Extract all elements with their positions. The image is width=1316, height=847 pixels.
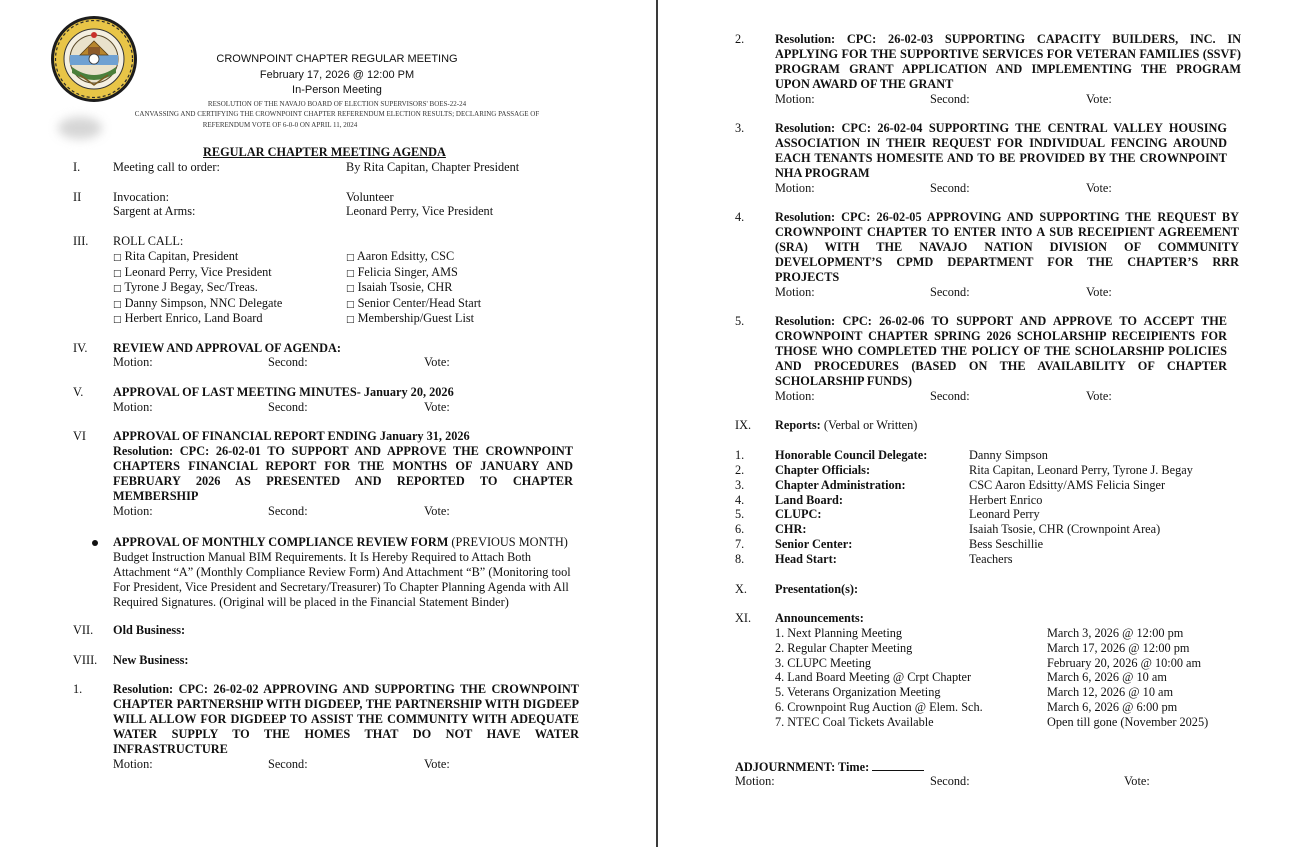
- second-label: Second:: [268, 400, 308, 414]
- item-number: 1.: [73, 682, 83, 696]
- report-value: Teachers: [969, 552, 1013, 566]
- report-value: Danny Simpson: [969, 448, 1048, 462]
- item-number: 2.: [735, 32, 745, 46]
- checkbox-icon: □: [113, 300, 122, 310]
- motion-label: Motion:: [735, 774, 775, 788]
- report-label: CLUPC:: [775, 507, 822, 521]
- report-label: Land Board:: [775, 493, 843, 507]
- invocation-label: Invocation:: [113, 190, 170, 204]
- roll-call-item: □ Aaron Edsitty, CSC: [346, 249, 455, 263]
- motion-label: Motion:: [113, 504, 153, 518]
- time-blank: [872, 759, 924, 771]
- roll-call-item: □ Isaiah Tsosie, CHR: [346, 280, 453, 294]
- report-label: Honorable Council Delegate:: [775, 448, 928, 462]
- announcement-date: March 3, 2026 @ 12:00 pm: [1047, 626, 1184, 640]
- bullet-icon: [92, 540, 98, 546]
- agenda-approval-heading: REVIEW AND APPROVAL OF AGENDA:: [113, 341, 341, 355]
- page-divider: [656, 0, 658, 847]
- checkbox-icon: □: [346, 284, 355, 294]
- checkbox-icon: □: [113, 315, 122, 325]
- vote-label: Vote:: [1086, 181, 1112, 195]
- second-label: Second:: [930, 92, 970, 106]
- report-label: Chapter Administration:: [775, 478, 906, 492]
- vote-label: Vote:: [1086, 285, 1112, 299]
- section-number: X.: [735, 582, 747, 596]
- resolution-scholarship: Resolution: CPC: 26-02-06 TO SUPPORT AND APPROVE TO ACCEPT THE CROWNPOINT CHAPTER SPRING 2026 SCHOLARSHIP RECEIPIENTS FOR THOSE WHO COMPLETED THE POLICY OF THE SCHOLARSHIP POLICIES AND PROCEDURES (BASED ON THE AVAILABILITY OF CHAPTER SCHOLARSHIP FUNDS): [775, 314, 1227, 388]
- section-number: V.: [73, 385, 84, 399]
- vote-label: Vote:: [1086, 92, 1112, 106]
- announcement-item: 6. Crownpoint Rug Auction @ Elem. Sch.: [775, 700, 983, 714]
- section-number: III.: [73, 234, 89, 248]
- announcement-item: 2. Regular Chapter Meeting: [775, 641, 913, 655]
- report-number: 4.: [735, 493, 745, 507]
- sargent-value: Leonard Perry, Vice President: [346, 204, 494, 218]
- report-number: 7.: [735, 537, 745, 551]
- announcement-date: March 17, 2026 @ 12:00 pm: [1047, 641, 1190, 655]
- referendum-resolution-line-1: RESOLUTION OF THE NAVAJO BOARD OF ELECTION SUPERVISORS' BOES-22-24: [207, 100, 467, 108]
- announcement-date: March 6, 2026 @ 6:00 pm: [1047, 700, 1178, 714]
- checkbox-icon: □: [113, 253, 122, 263]
- section-number: IV.: [73, 341, 88, 355]
- new-business-heading: New Business:: [113, 653, 189, 667]
- vote-label: Vote:: [424, 757, 450, 771]
- vote-label: Vote:: [1124, 774, 1150, 788]
- motion-label: Motion:: [113, 757, 153, 771]
- meeting-date: February 17, 2026 @ 12:00 PM: [259, 69, 415, 81]
- second-label: Second:: [930, 389, 970, 403]
- checkbox-icon: □: [346, 253, 355, 263]
- old-business-heading: Old Business:: [113, 623, 186, 637]
- resolution-ssvf: Resolution: CPC: 26-02-03 SUPPORTING CAPACITY BUILDERS, INC. IN APPLYING FOR THE SUPPORTIVE SERVICES FOR VETERAN FAMILIES (SSVF) PROGRAM GRANT APPLICATION AND IMPLEMENTING THE PROGRAM UPON AWARD OF THE GRANT: [775, 32, 1241, 91]
- roll-call-item: □ Danny Simpson, NNC Delegate: [113, 296, 283, 310]
- section-number: IX.: [735, 418, 752, 432]
- resolution-fencing: Resolution: CPC: 26-02-04 SUPPORTING THE CENTRAL VALLEY HOUSING ASSOCIATION IN THEIR REQUEST FOR INDIVIDUAL FENCING AROUND EACH TENANTS HOMESITE AND TO BE PROVIDED BY THE CROWNPOINT NHA PROGRAM: [775, 121, 1227, 180]
- report-value: Herbert Enrico: [969, 493, 1043, 507]
- financial-report-resolution: Resolution: CPC: 26-02-01 TO SUPPORT AND APPROVE THE CROWNPOINT CHAPTERS FINANCIAL REPORT FOR THE MONTHS OF JANUARY AND FEBRUARY 2026 AS PRESENTED AND REPORTED TO CHAPTER MEMBERSHIP: [113, 444, 573, 503]
- roll-call-item: □ Tyrone J Begay, Sec/Treas.: [113, 280, 258, 294]
- announcement-date: February 20, 2026 @ 10:00 am: [1047, 656, 1202, 670]
- roll-call-item: □ Leonard Perry, Vice President: [113, 265, 272, 279]
- item-number: 5.: [735, 314, 745, 328]
- announcement-item: 1. Next Planning Meeting: [775, 626, 903, 640]
- presentations-heading: Presentation(s):: [775, 582, 859, 596]
- document-page-left: [0, 0, 657, 847]
- report-value: Rita Capitan, Leonard Perry, Tyrone J. Begay: [969, 463, 1193, 477]
- second-label: Second:: [268, 757, 308, 771]
- announcement-item: 7. NTEC Coal Tickets Available: [775, 715, 934, 729]
- checkbox-icon: □: [346, 315, 355, 325]
- report-number: 2.: [735, 463, 745, 477]
- announcement-date: March 6, 2026 @ 10 am: [1047, 670, 1167, 684]
- document-page-right: [659, 0, 1316, 847]
- announcement-item: 3. CLUPC Meeting: [775, 656, 871, 670]
- checkbox-icon: □: [346, 300, 355, 310]
- meeting-title: CROWNPOINT CHAPTER REGULAR MEETING: [216, 53, 458, 65]
- section-number: VI: [73, 429, 86, 443]
- vote-label: Vote:: [424, 504, 450, 518]
- vote-label: Vote:: [424, 400, 450, 414]
- report-number: 3.: [735, 478, 745, 492]
- announcement-date: Open till gone (November 2025): [1047, 715, 1209, 729]
- referendum-resolution-line-2: CANVASSING AND CERTIFYING THE CROWNPOINT CHAPTER REFERENDUM ELECTION RESULTS; DECLARING PASSAGE OF: [134, 110, 540, 118]
- redacted-blur-mark: [58, 117, 102, 139]
- announcement-item: 5. Veterans Organization Meeting: [775, 685, 941, 699]
- announcements-heading: Announcements:: [775, 611, 864, 625]
- roll-call-label: ROLL CALL:: [113, 234, 184, 248]
- agenda-title: REGULAR CHAPTER MEETING AGENDA: [203, 145, 446, 159]
- motion-label: Motion:: [113, 400, 153, 414]
- roll-call-item: □ Rita Capitan, President: [113, 249, 239, 263]
- second-label: Second:: [268, 355, 308, 369]
- compliance-review-item: APPROVAL OF MONTHLY COMPLIANCE REVIEW FORM (PREVIOUS MONTH) Budget Instruction Manual BIM Requirements. It Is Hereby Required to Attach Both Attachment “A” (Monthly Compliance Review Form) And Attachment “B” (Monitoring tool For President, Vice President and Secretary/Treasurer) To Chapter Planning Agenda with All Required Signatures. (Original will be placed in the Financial Statement Binder): [113, 535, 571, 609]
- motion-label: Motion:: [113, 355, 153, 369]
- meeting-type: In-Person Meeting: [292, 84, 382, 96]
- report-number: 1.: [735, 448, 745, 462]
- minutes-approval-heading: APPROVAL OF LAST MEETING MINUTES- January 20, 2026: [113, 385, 454, 399]
- vote-label: Vote:: [1086, 389, 1112, 403]
- item-number: 4.: [735, 210, 745, 224]
- resolution-sra: Resolution: CPC: 26-02-05 APPROVING AND SUPPORTING THE REQUEST BY CROWNPOINT CHAPTER TO ENTER INTO A SUB RECEIPIENT AGREEMENT (SRA) WITH THE NAVAJO NATION DIVISION OF COMMUNITY DEVELOPMENT’S CPMD DEPARTMENT FOR THE CHAPTER’S RRR PROJECTS: [775, 210, 1239, 284]
- checkbox-icon: □: [346, 269, 355, 279]
- section-number: II: [73, 190, 82, 204]
- report-value: CSC Aaron Edsitty/AMS Felicia Singer: [969, 478, 1166, 492]
- sargent-label: Sargent at Arms:: [113, 204, 196, 218]
- second-label: Second:: [930, 774, 970, 788]
- motion-label: Motion:: [775, 285, 815, 299]
- announcement-date: March 12, 2026 @ 10 am: [1047, 685, 1174, 699]
- motion-label: Motion:: [775, 92, 815, 106]
- report-label: CHR:: [775, 522, 807, 536]
- roll-call-item: □ Felicia Singer, AMS: [346, 265, 458, 279]
- item-number: 3.: [735, 121, 745, 135]
- second-label: Second:: [268, 504, 308, 518]
- call-to-order-value: By Rita Capitan, Chapter President: [346, 160, 520, 174]
- report-number: 8.: [735, 552, 745, 566]
- announcement-item: 4. Land Board Meeting @ Crpt Chapter: [775, 670, 972, 684]
- second-label: Second:: [930, 285, 970, 299]
- roll-call-item: □ Membership/Guest List: [346, 311, 475, 325]
- report-value: Leonard Perry: [969, 507, 1040, 521]
- resolution-digdeep: Resolution: CPC: 26-02-02 APPROVING AND SUPPORTING THE CROWNPOINT CHAPTER PARTNERSHIP WITH DIGDEEP, THE PARTNERSHIP WITH DIGDEEP WILL ALLOW FOR DIGDEEP TO ASSIST THE COMMUNITY WITH ADEQUATE WATER SUPPLY TO THE HOMES THAT DO NOT HAVE WATER INFRASTRUCTURE: [113, 682, 579, 756]
- checkbox-icon: □: [113, 284, 122, 294]
- report-value: Bess Seschillie: [969, 537, 1044, 551]
- report-label: Senior Center:: [775, 537, 853, 551]
- motion-label: Motion:: [775, 181, 815, 195]
- section-number: XI.: [735, 611, 752, 625]
- section-number: I.: [73, 160, 81, 174]
- financial-report-heading: APPROVAL OF FINANCIAL REPORT ENDING January 31, 2026: [113, 429, 470, 443]
- section-number: VII.: [73, 623, 94, 637]
- vote-label: Vote:: [424, 355, 450, 369]
- checkbox-icon: □: [113, 269, 122, 279]
- roll-call-item: □ Senior Center/Head Start: [346, 296, 482, 310]
- report-number: 5.: [735, 507, 745, 521]
- reports-heading: Reports: (Verbal or Written): [775, 418, 918, 432]
- report-value: Isaiah Tsosie, CHR (Crownpoint Area): [969, 522, 1161, 536]
- call-to-order-label: Meeting call to order:: [113, 160, 220, 174]
- referendum-resolution-line-3: REFERENDUM VOTE OF 6-0-0 ON APRIL 11, 2024: [202, 121, 358, 129]
- report-number: 6.: [735, 522, 745, 536]
- roll-call-item: □ Herbert Enrico, Land Board: [113, 311, 263, 325]
- report-label: Chapter Officials:: [775, 463, 871, 477]
- adjournment-line: ADJOURNMENT: Time:: [735, 759, 924, 775]
- invocation-value: Volunteer: [346, 190, 394, 204]
- motion-label: Motion:: [775, 389, 815, 403]
- report-label: Head Start:: [775, 552, 837, 566]
- section-number: VIII.: [73, 653, 98, 667]
- second-label: Second:: [930, 181, 970, 195]
